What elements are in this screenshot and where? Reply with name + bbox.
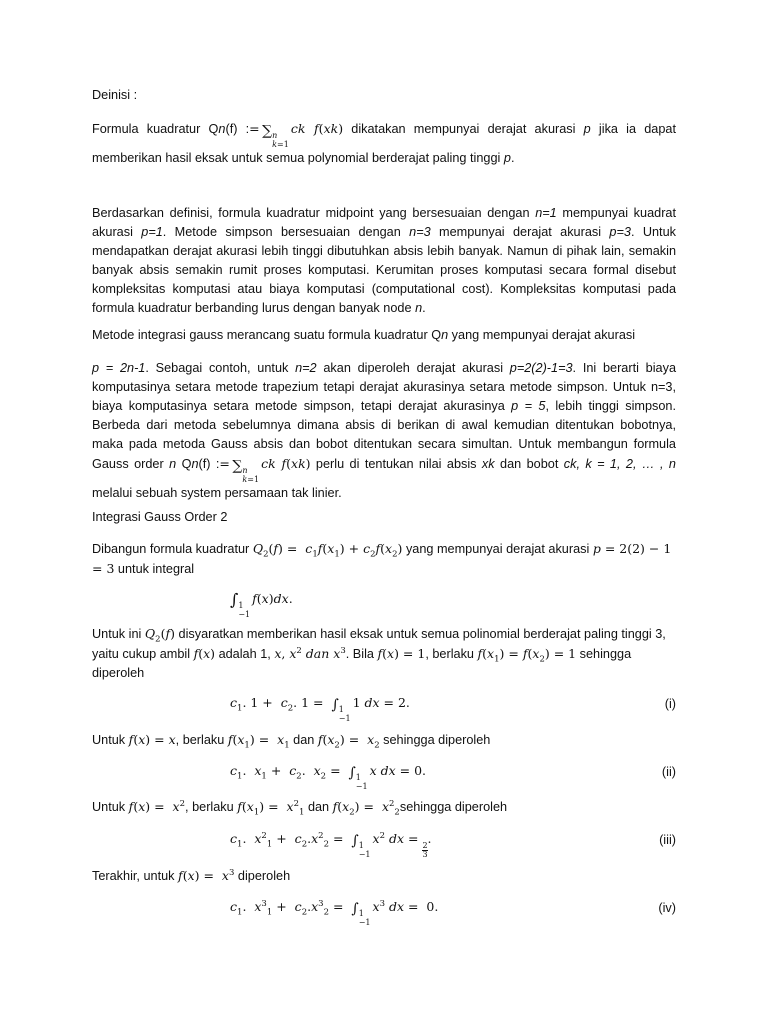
paragraph-dibangun: Dibangun formula kuadratur $Q_2(f) = c_1f(x_1) + c_2f(x_2)$ yang mempunyai derajat akurasi p = 2(2) − 1 = 3 untuk integral [92,541,672,576]
heading-definisi: Deinisi : [92,88,138,102]
equation-tag-ii: (ii) [661,765,676,779]
equation-iv: $c_1$. $x^3_1 + c_2.x^3_2$ = ∫ 1 −1 $x^3$ dx = 0. [230,898,439,927]
line-terakhir: Terakhir, untuk $f(x) = x^3$ diperoleh [92,867,291,883]
heading-gauss-order-2: Integrasi Gauss Order 2 [92,510,228,524]
equation-tag-iv: (iv) [658,901,676,915]
line-untuk-fx-x2: Untuk $f(x) = x^2$, berlaku $f(x_1) = x^2_1$ dan $f(x_2)$ = $x^2_2sehingga$ diperoleh [92,798,508,818]
equation-i: $c_1$. $1 + c_2$. 1 = ∫ 1 −1 1 dx = 2. [230,695,410,723]
equation-iii: $c_1$. $x^2_1 + c_2.x^2_2$ = ∫ 1 −1 $x^2$ dx = $\frac{2}{3}$ . [230,830,432,859]
paragraph-metode-gauss: Metode integrasi gauss merancang suatu formula kuadratur Qn yang mempunyai derajat akurasi [92,328,636,342]
formula-sum-2: = ∑ n k=1 ck f(xk) [219,456,311,484]
paragraph-untuk-ini: Untuk ini $Q_2(f)$ disyaratkan memberikan hasil eksak untuk semua polinomial berderajat paling tinggi 3, yaitu cukup ambil f(x) adalah 1, x, $x^2$ dan $x^3$. Bila f(x) = 1, berlaku $f(x_1) = f(x_2) = 1$ sehingga diperoleh [92,626,666,680]
equation-ii: $c_1$. $x_1 + c_2$. $x_2$ = ∫ 1 −1 x dx = 0. [230,763,427,791]
formula-sum: = ∑ n k=1 ck f(xk) [249,121,344,149]
equation-tag-i: (i) [664,697,676,711]
paragraph-definition: Formula kuadratur Qn(f) := ∑ n k=1 ck f(xk) dikatakan mempunyai derajat akurasi p jika ia dapat memberikan hasil eksak untuk semua polynomial berderajat paling tinggi p. [92,121,676,165]
paragraph-berdasarkan: Berdasarkan definisi, formula kuadratur midpoint yang bersesuaian dengan n=1 mempunyai kuadrat akurasi p=1. Metode simpson bersesuaian dengan n=3 mempunyai derajat akurasi p=3. Untuk mendapatkan derajat akurasi lebih tinggi dibutuhkan absis lebih banyak. Namun di pihak lain, semakin banyak absis semakin rumit proses komputasi. Kerumitan proses komputasi secara formal disebut kompleksitas komputasi atau biaya komputasi (computational cost). Kompleksitas komputasi pada formula kuadratur berbanding lurus dengan banyak node n. [92,206,677,315]
equation-integral: ∫ 1 −1 f(x)dx. [230,590,293,619]
equation-tag-iii: (iii) [659,833,676,847]
paragraph-akurasi: p = 2n-1. Sebagai contoh, untuk n=2 akan diperoleh derajat akurasi p=2(2)-1=3. Ini berarti biaya komputasinya setara metode trapezium tetapi derajat akurasinya setara metode simpson. Untuk n=3, biaya komputasinya setara metode simpson, tetapi derajat akurasinya p = 5, lebih tinggi simpson. Berbeda dari metoda sebelumnya dimana absis di berikan di awal kemudian ditentukan bobotnya, maka pada metoda Gauss absis dan bobot ditentukan secara simultan. Untuk membangun formula Gauss order n Qn(f) := ∑ n k=1 ck f(xk) perlu di tentukan nilai absis xk dan bobot ck, k = 1, 2, … , n melalui sebuah system persamaan tak linier. [92,361,677,500]
line-untuk-fx-x: Untuk f(x) = x, berlaku $f(x_1) = x_1$ dan $f(x_2) = x_2$ sehingga diperoleh [92,732,491,751]
